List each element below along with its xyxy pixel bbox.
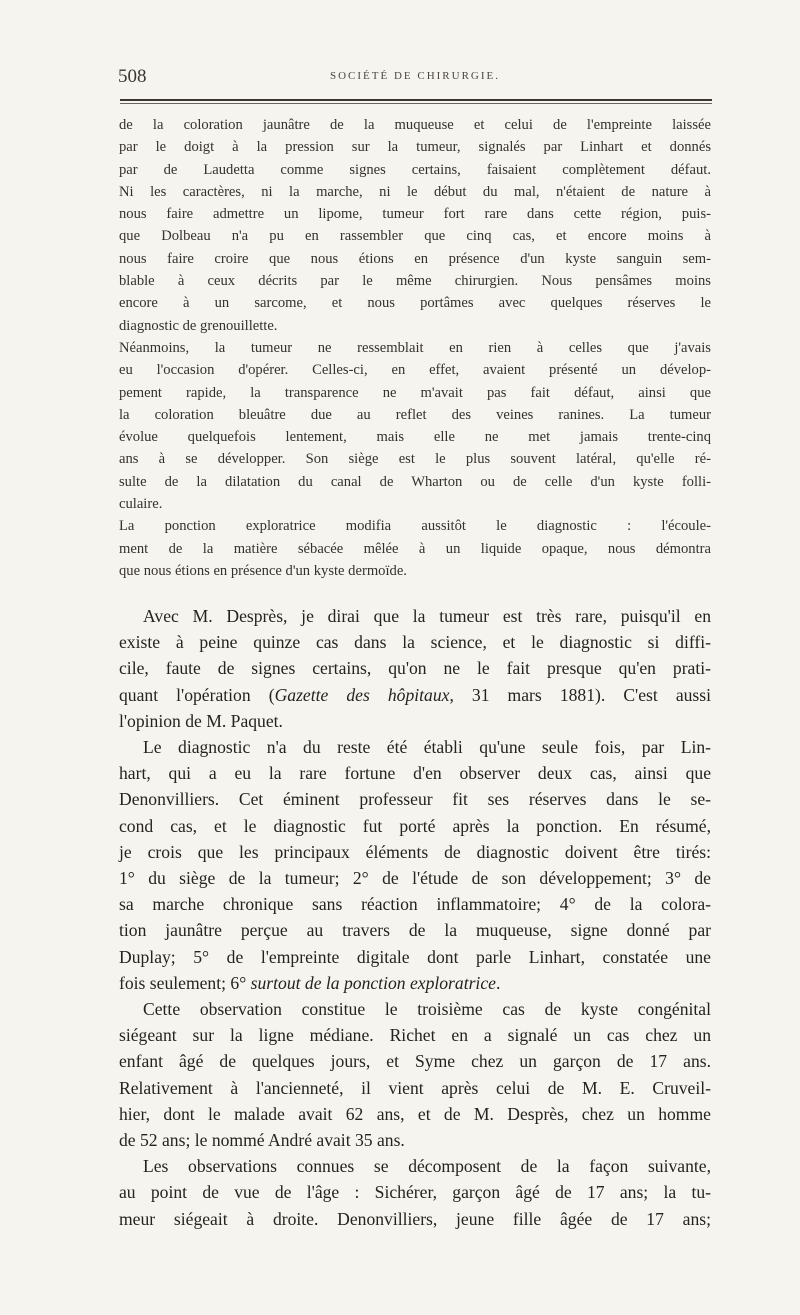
page-header bbox=[118, 66, 712, 90]
text-line: La ponction exploratrice modifia aussitôt le diagnostic : l'écoule- bbox=[119, 518, 711, 535]
text-line: évolue quelquefois lentement, mais elle ne met jamais trente-cinq bbox=[119, 429, 711, 446]
running-head: SOCIÉTÉ DE CHIRURGIE. bbox=[329, 70, 501, 82]
text-line: que nous étions en présence d'un kyste dermoïde. bbox=[119, 562, 407, 579]
text-line bbox=[119, 734, 711, 760]
text-run: Avec M. Desprès, je dirai que la tumeur est très rare, puisqu'il en bbox=[143, 606, 711, 626]
text-line bbox=[119, 786, 711, 812]
text-line bbox=[119, 760, 711, 786]
text-line: nous faire croire que nous étions en présence d'un kyste sanguin sem- bbox=[119, 250, 711, 267]
text-line bbox=[119, 1206, 711, 1232]
text-run: quant l'opération ( bbox=[119, 684, 275, 705]
text-line bbox=[119, 1153, 711, 1179]
text-run: meur siégeait à droite. Denonvilliers, jeune fille âgée de 17 ans; bbox=[119, 1208, 711, 1229]
text-line: pement rapide, la transparence ne m'avait pas fait défaut, ainsi que bbox=[119, 384, 711, 401]
text-line bbox=[119, 944, 711, 970]
text-run: cond cas, et le diagnostic fut porté après la ponction. En résumé, bbox=[119, 815, 711, 836]
small-print-section bbox=[119, 114, 711, 582]
main-paragraph bbox=[119, 996, 711, 1153]
text-run: hier, dont le malade avait 62 ans, et de M. Desprès, chez un homme bbox=[119, 1103, 711, 1124]
text-line bbox=[119, 629, 711, 655]
text-run: je crois que les principaux éléments de diagnostic doivent être tirés: bbox=[119, 841, 711, 862]
text-run: siégeant sur la ligne médiane. Richet en a signalé un cas chez un bbox=[119, 1025, 711, 1046]
text-line: de la coloration jaunâtre de la muqueuse et celui de l'empreinte laissée bbox=[119, 117, 711, 133]
text-run: Relativement à l'ancienneté, il vient après celui de M. E. Cruveil- bbox=[119, 1077, 711, 1098]
text-run: Cette observation constitue le troisième cas de kyste congénital bbox=[143, 999, 711, 1020]
text-run: l'opinion de M. Paquet. bbox=[119, 710, 283, 731]
text-line bbox=[119, 865, 711, 891]
text-line bbox=[119, 891, 711, 917]
main-paragraph bbox=[119, 1153, 711, 1232]
text-run: 1° du siège de la tumeur; 2° de l'étude de son développement; 3° de bbox=[119, 868, 711, 889]
text-line: nous faire admettre un lipome, tumeur fort rare dans cette région, puis- bbox=[119, 206, 711, 223]
text-line bbox=[119, 813, 711, 839]
text-run: Duplay; 5° de l'empreinte digitale dont parle Linhart, constatée une bbox=[119, 946, 711, 967]
text-run: Denonvilliers. Cet éminent professeur fit ses réserves dans le se- bbox=[119, 789, 711, 810]
text-line: sulte de la dilatation du canal de Wharton ou de celle d'un kyste folli- bbox=[119, 473, 711, 490]
header-rule-thin bbox=[120, 103, 712, 104]
page-number: 508 bbox=[118, 66, 147, 87]
text-line bbox=[119, 1022, 711, 1048]
text-line: par le doigt à la pression sur la tumeur, signalés par Linhart et donnés bbox=[119, 139, 711, 156]
small-paragraph bbox=[119, 114, 711, 337]
text-line bbox=[119, 1101, 711, 1127]
text-line bbox=[119, 655, 711, 681]
text-line bbox=[119, 1048, 711, 1074]
text-run: . bbox=[495, 972, 501, 993]
text-run: de 52 ans; le nommé André avait 35 ans. bbox=[119, 1130, 405, 1151]
text-run: cile, faute de signes certains, qu'on ne le fait presque qu'en prati- bbox=[119, 658, 711, 679]
text-run: fois seulement; 6° bbox=[119, 972, 251, 993]
text-line: Néanmoins, la tumeur ne ressemblait en rien à celles que j'avais bbox=[119, 339, 711, 356]
text-run: enfant âgé de quelques jours, et Syme chez un garçon de 17 ans. bbox=[119, 1051, 711, 1072]
text-line: diagnostic de grenouillette. bbox=[119, 317, 278, 334]
text-line bbox=[119, 970, 711, 996]
text-line bbox=[119, 996, 711, 1022]
main-paragraph bbox=[119, 734, 711, 996]
text-run: existe à peine quinze cas dans la science, et le diagnostic si diffi- bbox=[119, 632, 711, 653]
text-line: eu l'occasion d'opérer. Celles-ci, en effet, avaient présenté un dévelop- bbox=[119, 362, 711, 379]
text-line: ment de la matière sébacée mêlée à un liquide opaque, nous démontra bbox=[119, 540, 711, 557]
text-line: encore à un sarcome, et nous portâmes avec quelques réserves le bbox=[119, 295, 711, 312]
text-line bbox=[119, 603, 711, 629]
text-line: Ni les caractères, ni la marche, ni le début du mal, n'étaient de nature à bbox=[119, 183, 711, 200]
text-run: , 31 mars 1881). C'est aussi bbox=[449, 684, 712, 705]
text-run: Le diagnostic n'a du reste été établi qu'une seule fois, par Lin- bbox=[143, 737, 711, 758]
text-line: que Dolbeau n'a pu en rassembler que cinq cas, et encore moins à bbox=[119, 228, 711, 245]
small-paragraph bbox=[119, 515, 711, 582]
text-line bbox=[119, 708, 711, 734]
text-run: tion jaunâtre perçue au travers de la muqueuse, signe donné par bbox=[119, 920, 711, 941]
italic-citation: surtout de la ponction exploratrice bbox=[250, 972, 496, 993]
small-paragraph bbox=[119, 337, 711, 515]
text-line: par de Laudetta comme signes certains, faisaient complètement défaut. bbox=[119, 161, 711, 178]
text-line: blable à ceux décrits par le même chirurgien. Nous pensâmes moins bbox=[119, 273, 711, 290]
text-line bbox=[119, 682, 711, 708]
text-line: ans à se développer. Son siège est le plus souvent latéral, qu'elle ré- bbox=[119, 451, 711, 468]
text-line bbox=[119, 1179, 711, 1205]
text-run: sa marche chronique sans réaction inflammatoire; 4° de la colora- bbox=[119, 894, 711, 915]
text-line bbox=[119, 839, 711, 865]
text-line bbox=[119, 917, 711, 943]
main-text-section bbox=[119, 603, 711, 1232]
text-run: au point de vue de l'âge : Sichérer, garçon âgé de 17 ans; la tu- bbox=[119, 1182, 711, 1203]
italic-citation: Gazette des hôpitaux bbox=[274, 684, 450, 705]
text-line bbox=[119, 1075, 711, 1101]
text-line bbox=[119, 1127, 711, 1153]
text-line: la coloration bleuâtre due au reflet des veines ranines. La tumeur bbox=[119, 406, 711, 423]
main-paragraph bbox=[119, 603, 711, 734]
header-rule bbox=[120, 99, 712, 101]
text-line: culaire. bbox=[119, 496, 163, 513]
text-run: hart, qui a eu la rare fortune d'en observer deux cas, ainsi que bbox=[119, 763, 711, 784]
text-run: Les observations connues se décomposent de la façon suivante, bbox=[143, 1156, 711, 1177]
